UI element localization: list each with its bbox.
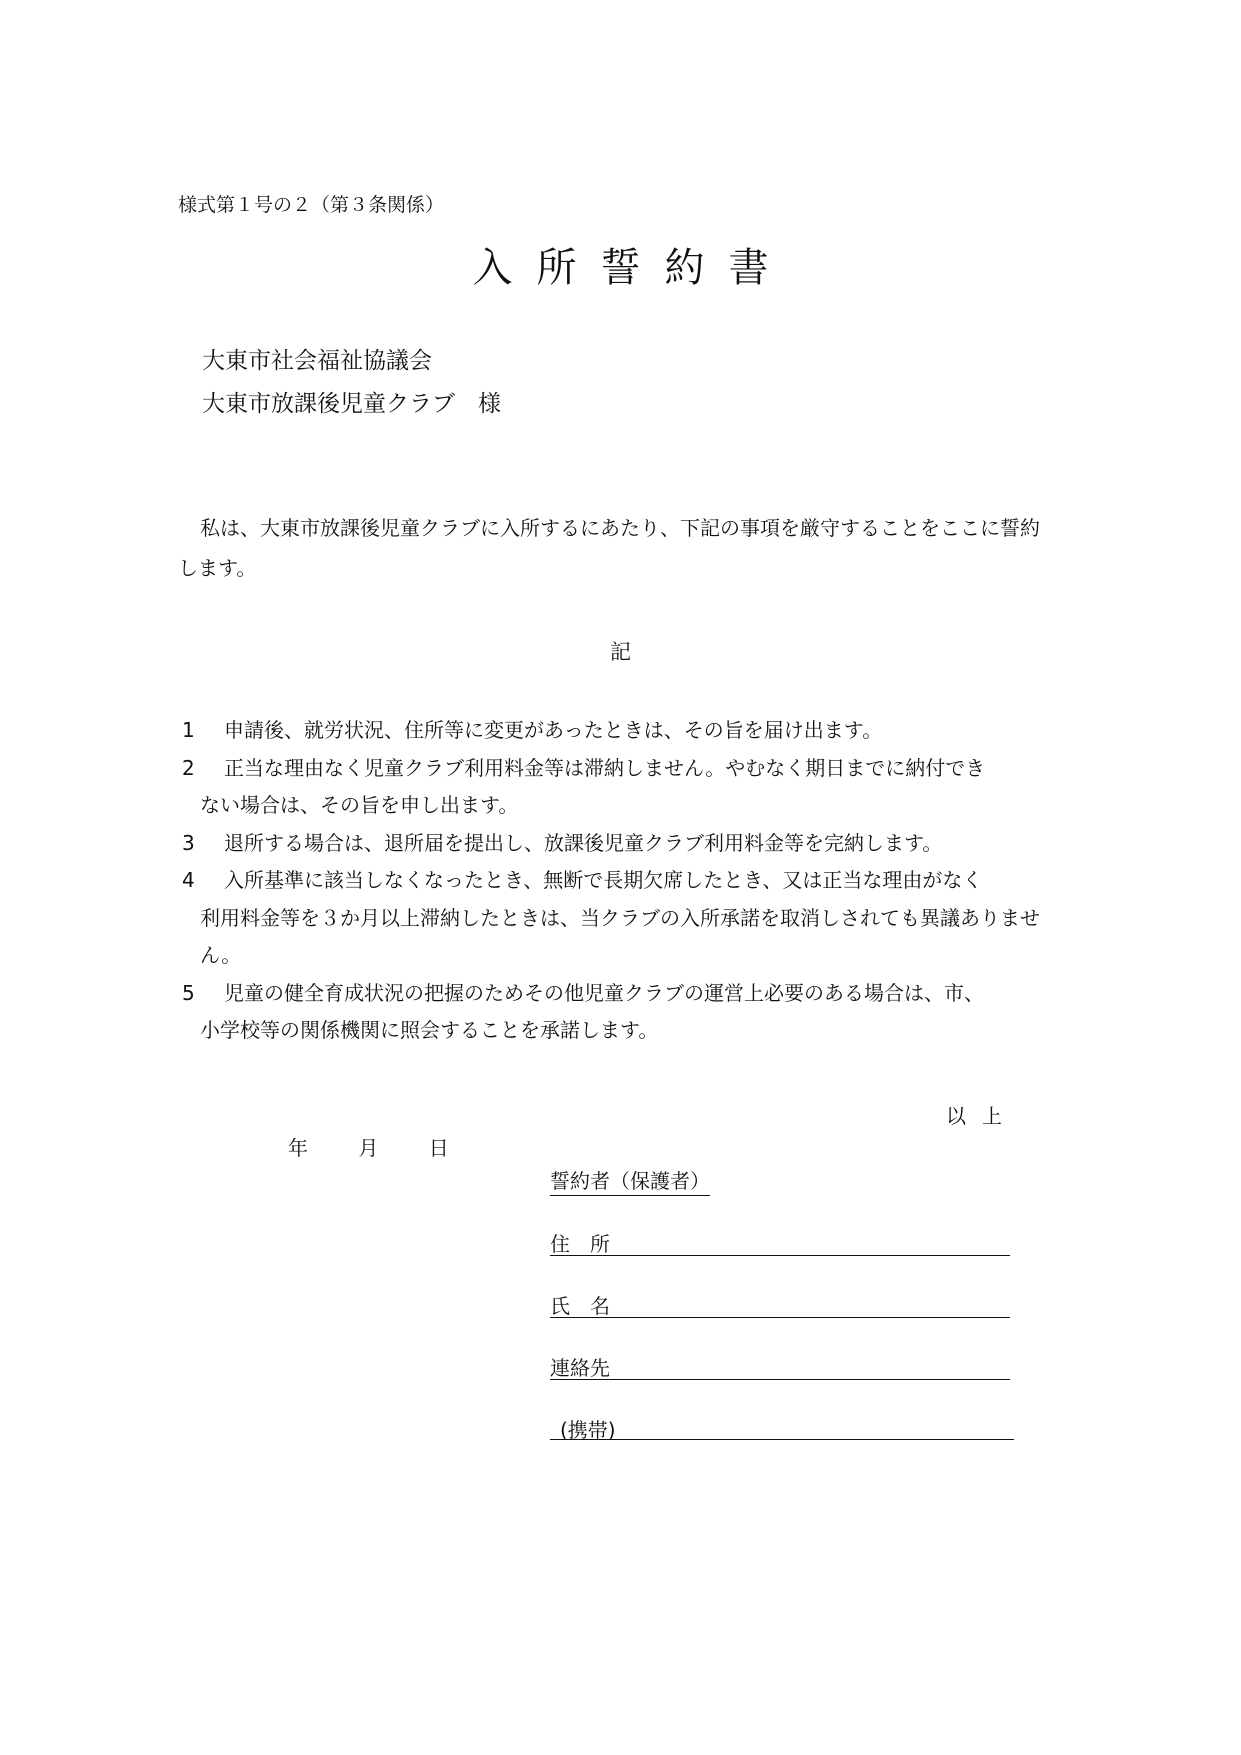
mobile-label: (携帯) [560,1418,616,1442]
pledge-item [178,975,1073,1013]
date-month: 月 [358,1136,379,1160]
address-field[interactable] [550,1228,1010,1256]
item-continuation: ない場合は、その旨を申し出ます。 [200,793,519,817]
address-label: 住 所 [550,1232,610,1256]
ki-heading: 記 [610,640,631,664]
item-text: 申請後、就労状況、住所等に変更があったときは、その旨を届け出ます。 [224,718,883,742]
item-number: 4 [182,868,195,892]
item-number: 1 [182,718,195,742]
addressee-line-2: 大東市放課後児童クラブ 様 [202,391,501,417]
item-text: 児童の健全育成状況の把握のためその他児童クラブの運営上必要のある場合は、市、 [224,980,984,1005]
pledge-item [178,862,1073,900]
document-title: 入所誓約書 [472,245,793,291]
date-line [288,1132,493,1161]
item-text: 入所基準に該当しなくなったとき、無断で長期欠席したとき、又は正当な理由がなく [224,868,983,892]
item-continuation: 利用料金等を３か月以上滞納したときは、当クラブの入所承諾を取消しされても異議ありません。 [200,905,1040,967]
name-label: 氏 名 [550,1294,610,1318]
addressee-line-1: 大東市社会福祉協議会 [202,348,432,374]
date-day: 日 [428,1136,449,1160]
pledge-item [178,825,1073,863]
item-continuation: 小学校等の関係機関に照会することを承諾します。 [200,1018,659,1042]
closing-mark: 以上 [946,1104,1018,1128]
item-number: 3 [182,830,195,855]
item-text: 退所する場合は、退所届を提出し、放課後児童クラブ利用料金等を完納します。 [224,830,943,855]
pledge-items [178,712,1073,1050]
mobile-field[interactable] [550,1414,1014,1440]
pledge-item [178,712,1073,750]
form-number: 様式第１号の２（第３条関係） [178,194,445,216]
item-text: 正当な理由なく児童クラブ利用料金等は滞納しません。やむなく期日までに納付でき [224,755,986,780]
item-number: 2 [182,755,195,780]
pledge-item [178,750,1073,788]
signer-heading: 誓約者（保護者） [550,1165,710,1196]
contact-field[interactable] [550,1352,1010,1380]
intro-paragraph: 私は、大東市放課後児童クラブに入所するにあたり、下記の事項を厳守することをここに誓約します。 [178,516,1040,580]
date-year: 年 [288,1136,308,1160]
name-field[interactable] [550,1290,1010,1318]
contact-label: 連絡先 [550,1356,610,1380]
item-number: 5 [182,980,195,1005]
